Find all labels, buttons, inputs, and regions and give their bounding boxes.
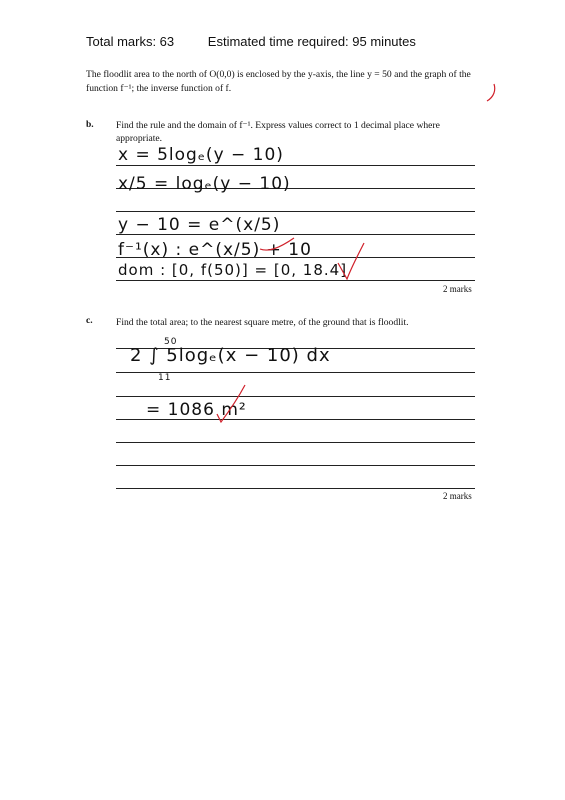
- working-b-line-1: x = 5logₑ(y − 10): [118, 145, 284, 165]
- working-b-line-4: f⁻¹(x) : e^(x/5) + 10: [118, 240, 312, 260]
- answer-line: [116, 465, 475, 466]
- answer-line: [116, 488, 475, 489]
- working-c-line-2: = 1086 m²: [146, 400, 247, 420]
- intro-line-2: function f⁻¹; the inverse function of f.: [86, 83, 232, 94]
- integral-lower-limit: 11: [158, 373, 172, 383]
- answer-line: [116, 396, 475, 397]
- answer-line: [116, 280, 475, 281]
- question-c-text: Find the total area; to the nearest square metre, of the ground that is floodlit.: [116, 317, 409, 328]
- question-c-marks: 2 marks: [443, 491, 472, 501]
- integral-upper-limit: 50: [164, 337, 178, 347]
- working-c-line-1: 2 ∫ 5logₑ(x − 10) dx: [130, 345, 331, 366]
- answer-line: [116, 165, 475, 166]
- intro-paragraph: [86, 68, 486, 96]
- working-b-line-3: y − 10 = e^(x/5): [118, 215, 281, 235]
- total-marks: Total marks: 63: [86, 34, 175, 49]
- estimated-time: Estimated time required: 95 minutes: [207, 34, 416, 49]
- question-b-text: Find the rule and the domain of f⁻¹. Express values correct to 1 decimal place where appropriate.: [116, 120, 440, 144]
- working-b-line-5: dom : [0, f(50)] = [0, 18.4]: [118, 261, 348, 279]
- intro-line-1: The floodlit area to the north of O(0,0) is enclosed by the y-axis, the line y = 50 and the graph of the: [86, 69, 471, 80]
- page-header: [86, 34, 416, 49]
- question-b-label: b.: [86, 120, 94, 130]
- answer-line: [116, 211, 475, 212]
- margin-tick-mark: [487, 84, 495, 101]
- working-b-line-2: x/5 = logₑ(y − 10): [118, 174, 291, 194]
- question-c-label: c.: [86, 316, 93, 326]
- question-b-marks: 2 marks: [443, 284, 472, 294]
- answer-line: [116, 442, 475, 443]
